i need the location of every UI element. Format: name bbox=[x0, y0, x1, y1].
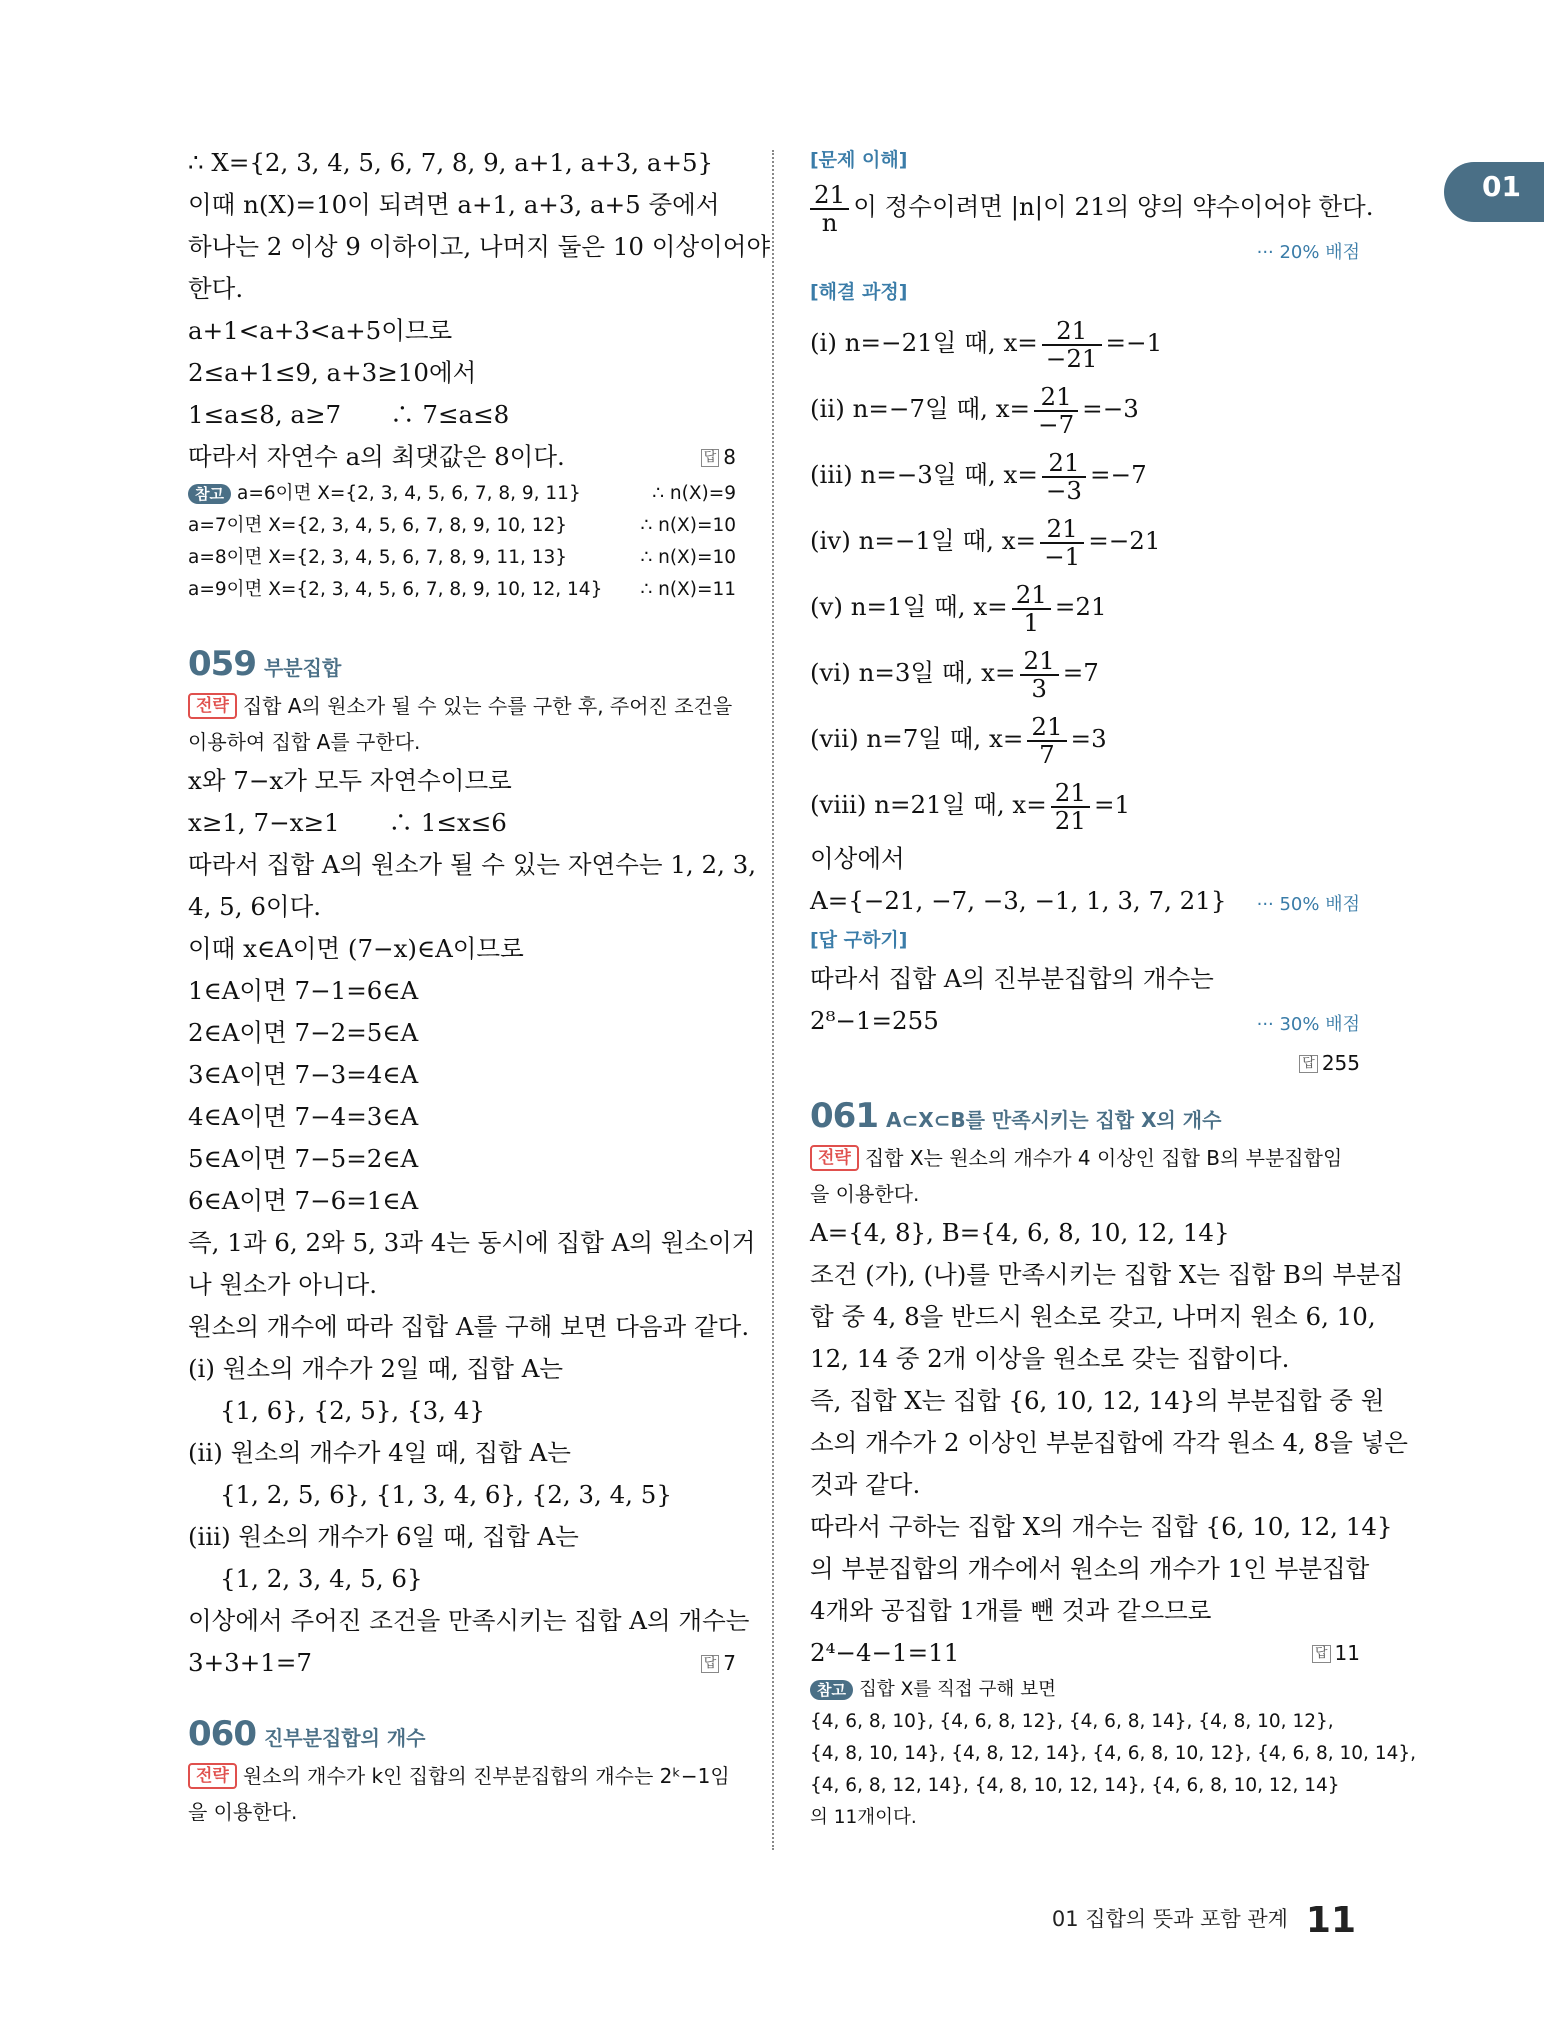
text-line: (ⅰ) 원소의 개수가 2일 때, 집합 A는 bbox=[188, 1354, 564, 1383]
problem-header bbox=[188, 1710, 736, 1758]
text-line: 나 원소가 아니다. bbox=[188, 1270, 378, 1299]
note-right: ∴ n(X)=10 bbox=[640, 547, 736, 568]
understand-line bbox=[810, 178, 1374, 237]
problem-number: 060 bbox=[188, 1714, 256, 1754]
fraction-denominator: −1 bbox=[1044, 541, 1081, 571]
fraction-numerator: 21 bbox=[1042, 318, 1102, 346]
text-line: x와 7−x가 모두 자연수이므로 bbox=[188, 766, 512, 795]
fraction bbox=[810, 179, 849, 237]
answer-mark bbox=[701, 436, 736, 478]
conclusion-text: 2⁴−4−1=11 bbox=[810, 1638, 960, 1667]
case-row bbox=[810, 772, 1360, 838]
score-label: ··· 50% 배점 bbox=[1256, 894, 1360, 915]
score-label: ··· 30% 배점 bbox=[1256, 1014, 1360, 1035]
text-line: 2≤a+1≤9, a+3≥10에서 bbox=[188, 358, 477, 387]
fraction-denominator: n bbox=[821, 207, 838, 237]
case-row bbox=[810, 640, 1360, 706]
section-label: [해결 과정] bbox=[810, 281, 908, 303]
text-line bbox=[810, 1632, 1360, 1674]
page-number: 11 bbox=[1305, 1900, 1356, 1941]
tip-text: 집합 A의 원소가 될 수 있는 수를 구한 후, 주어진 조건을 bbox=[242, 694, 733, 718]
strategy-badge: 전략 bbox=[188, 693, 237, 719]
fraction bbox=[1051, 777, 1090, 835]
section-label: [답 구하기] bbox=[810, 929, 908, 951]
fraction bbox=[1012, 579, 1051, 637]
text-line: 12, 14 중 2개 이상을 원소로 갖는 집합이다. bbox=[810, 1344, 1290, 1373]
text-line: a+1<a+3<a+5이므로 bbox=[188, 316, 453, 345]
tip-text: 집합 X는 원소의 개수가 4 이상인 집합 B의 부분집합임 bbox=[864, 1146, 1343, 1170]
problem-number: 059 bbox=[188, 644, 256, 684]
text-line: 1≤a≤8, a≥7 ∴ 7≤a≤8 bbox=[188, 400, 510, 429]
fraction-denominator: −7 bbox=[1038, 409, 1075, 439]
case-row bbox=[810, 706, 1360, 772]
case-prefix: (ⅳ) n=−1일 때, x= bbox=[810, 526, 1037, 555]
text-line: A={4, 8}, B={4, 6, 8, 10, 12, 14} bbox=[810, 1218, 1230, 1247]
fraction bbox=[1040, 513, 1084, 571]
note-left: a=9이면 X={2, 3, 4, 5, 6, 7, 8, 9, 10, 12, 14} bbox=[188, 579, 603, 600]
reference-note: {4, 8, 10, 14}, {4, 8, 12, 14}, {4, 6, 8, 10, 12}, {4, 6, 8, 10, 14}, bbox=[810, 1743, 1417, 1764]
reference-note: {4, 6, 8, 10}, {4, 6, 8, 12}, {4, 6, 8, 14}, {4, 8, 10, 12}, bbox=[810, 1711, 1334, 1732]
conclusion-text: 3+3+1=7 bbox=[188, 1648, 312, 1677]
calc-result: 2⁸−1=255 bbox=[810, 1006, 939, 1035]
strategy-badge: 전략 bbox=[810, 1145, 859, 1171]
fraction-denominator: −3 bbox=[1045, 475, 1083, 505]
conclusion-text: 따라서 자연수 a의 최댓값은 8이다. bbox=[188, 442, 565, 471]
tip-text: 원소의 개수가 k인 집합의 진부분집합의 개수는 2ᵏ−1임 bbox=[242, 1764, 730, 1788]
text-line: 즉, 집합 X는 집합 {6, 10, 12, 14}의 부분집합 중 원 bbox=[810, 1386, 1385, 1415]
text-line: 4∈A이면 7−4=3∈A bbox=[188, 1102, 419, 1131]
problem-title: A⊂X⊂B를 만족시키는 집합 X의 개수 bbox=[885, 1108, 1222, 1132]
case-prefix: (ⅱ) n=−7일 때, x= bbox=[810, 394, 1031, 423]
case-result: =−3 bbox=[1082, 394, 1139, 423]
case-prefix: (ⅵ) n=3일 때, x= bbox=[810, 658, 1016, 687]
reference-note: 의 11개이다. bbox=[810, 1807, 917, 1828]
case-result: =−1 bbox=[1105, 328, 1163, 357]
case-row bbox=[810, 310, 1360, 376]
case-result: =21 bbox=[1054, 592, 1107, 621]
reference-badge: 참고 bbox=[188, 484, 231, 504]
text-line: 것과 같다. bbox=[810, 1470, 921, 1499]
fraction-numerator: 21 bbox=[1034, 384, 1078, 412]
reference-note bbox=[810, 1674, 1360, 1706]
reference-note: {4, 6, 8, 12, 14}, {4, 8, 10, 12, 14}, {4, 6, 8, 10, 12, 14} bbox=[810, 1775, 1340, 1796]
answer-value: 255 bbox=[1321, 1051, 1360, 1075]
text-line: (ⅲ) 원소의 개수가 6일 때, 집합 A는 bbox=[188, 1522, 579, 1551]
chapter-tab bbox=[1444, 162, 1544, 222]
note-left: a=8이면 X={2, 3, 4, 5, 6, 7, 8, 9, 11, 13} bbox=[188, 547, 568, 568]
answer-icon: 답 bbox=[701, 1655, 720, 1673]
note-left: a=6이면 X={2, 3, 4, 5, 6, 7, 8, 9, 11} bbox=[236, 483, 581, 504]
answer-icon: 답 bbox=[1312, 1645, 1331, 1663]
section-label: [문제 이해] bbox=[810, 149, 908, 171]
answer-mark bbox=[701, 1642, 736, 1684]
text-line: (ⅱ) 원소의 개수가 4일 때, 집합 A는 bbox=[188, 1438, 571, 1467]
answer-value: 7 bbox=[723, 1651, 736, 1675]
text-line: 하나는 2 이상 9 이하이고, 나머지 둘은 10 이상이어야 bbox=[188, 232, 771, 261]
text-line: {1, 6}, {2, 5}, {3, 4} bbox=[220, 1396, 485, 1425]
fraction bbox=[1042, 315, 1102, 373]
note-right: ∴ n(X)=11 bbox=[640, 579, 736, 600]
page-footer bbox=[1052, 1900, 1356, 1941]
case-prefix: (ⅶ) n=7일 때, x= bbox=[810, 724, 1024, 753]
case-result: =1 bbox=[1093, 790, 1131, 819]
text-line bbox=[188, 1642, 736, 1684]
case-row bbox=[810, 574, 1360, 640]
fraction-denominator: 3 bbox=[1031, 673, 1047, 703]
problem-number: 061 bbox=[810, 1096, 878, 1136]
tip-text: 을 이용한다. bbox=[810, 1182, 920, 1206]
right-column bbox=[810, 142, 1417, 1834]
note-right: ∴ n(X)=10 bbox=[640, 515, 736, 536]
set-result: A={−21, −7, −3, −1, 1, 3, 7, 21} bbox=[810, 886, 1227, 915]
text-line: x≥1, 7−x≥1 ∴ 1≤x≤6 bbox=[188, 808, 507, 837]
fraction bbox=[1027, 711, 1066, 769]
problem-title: 진부분집합의 개수 bbox=[263, 1726, 426, 1750]
text-line: 이상에서 bbox=[810, 844, 905, 873]
note-left: a=7이면 X={2, 3, 4, 5, 6, 7, 8, 9, 10, 12} bbox=[188, 515, 568, 536]
fraction-numerator: 21 bbox=[1051, 780, 1090, 808]
text-line: 합 중 4, 8을 반드시 원소로 갖고, 나머지 원소 6, 10, bbox=[810, 1302, 1376, 1331]
text-line: 이때 n(X)=10이 되려면 a+1, a+3, a+5 중에서 bbox=[188, 190, 720, 219]
fraction bbox=[1034, 381, 1078, 439]
case-prefix: (ⅲ) n=−3일 때, x= bbox=[810, 460, 1038, 489]
solution-058 bbox=[188, 142, 771, 606]
text-line: 의 부분집합의 개수에서 원소의 개수가 1인 부분집합 bbox=[810, 1554, 1370, 1583]
strategy-badge: 전략 bbox=[188, 1763, 237, 1789]
note-right: ∴ n(X)=9 bbox=[652, 483, 736, 504]
case-result: =−21 bbox=[1088, 526, 1161, 555]
note-text: 집합 X를 직접 구해 보면 bbox=[858, 1679, 1057, 1700]
fraction bbox=[1042, 447, 1086, 505]
case-row bbox=[810, 376, 1360, 442]
case-row bbox=[810, 508, 1360, 574]
case-row bbox=[810, 442, 1360, 508]
text-line: 2∈A이면 7−2=5∈A bbox=[188, 1018, 419, 1047]
reference-note bbox=[188, 510, 736, 542]
understand-text: 이 정수이려면 |n|이 21의 양의 약수이어야 한다. bbox=[853, 192, 1374, 221]
text-line: 6∈A이면 7−6=1∈A bbox=[188, 1186, 419, 1215]
fraction-denominator: 1 bbox=[1023, 607, 1040, 637]
column-divider bbox=[772, 150, 774, 1850]
answer-icon: 답 bbox=[701, 449, 720, 467]
text-line: 소의 개수가 2 이상인 부분집합에 각각 원소 4, 8을 넣은 bbox=[810, 1428, 1408, 1457]
text-line: 즉, 1과 6, 2와 5, 3과 4는 동시에 집합 A의 원소이거 bbox=[188, 1228, 756, 1257]
score-label: ··· 20% 배점 bbox=[1256, 242, 1360, 263]
text-line: 1∈A이면 7−1=6∈A bbox=[188, 976, 419, 1005]
text-line: 이때 x∈A이면 (7−x)∈A이므로 bbox=[188, 934, 524, 963]
strategy-tip bbox=[188, 1758, 736, 1794]
case-prefix: (ⅴ) n=1일 때, x= bbox=[810, 592, 1008, 621]
problem-title: 부분집합 bbox=[263, 656, 342, 680]
answer-icon: 답 bbox=[1299, 1055, 1318, 1073]
answer-mark bbox=[1299, 1042, 1360, 1084]
answer-value: 11 bbox=[1334, 1641, 1360, 1665]
fraction-numerator: 21 bbox=[1020, 648, 1059, 676]
fraction-numerator: 21 bbox=[1040, 516, 1084, 544]
fraction-numerator: 21 bbox=[1027, 714, 1066, 742]
text-line bbox=[810, 880, 1360, 922]
tip-text: 이용하여 집합 A를 구한다. bbox=[188, 730, 421, 754]
text-line: 한다. bbox=[188, 274, 244, 303]
reference-note bbox=[188, 542, 736, 574]
strategy-tip bbox=[188, 688, 736, 724]
reference-note bbox=[188, 574, 736, 606]
fraction-numerator: 21 bbox=[810, 182, 849, 210]
text-line: {1, 2, 3, 4, 5, 6} bbox=[220, 1564, 423, 1593]
fraction bbox=[1020, 645, 1059, 703]
fraction-denominator: 7 bbox=[1039, 739, 1055, 769]
problem-060 bbox=[188, 1710, 736, 1830]
problem-header bbox=[188, 640, 736, 688]
text-line bbox=[188, 436, 736, 478]
reference-badge: 참고 bbox=[810, 1680, 853, 1700]
reference-note bbox=[188, 478, 736, 510]
fraction-denominator: −21 bbox=[1045, 343, 1098, 373]
fraction-numerator: 21 bbox=[1042, 450, 1086, 478]
case-result: =−7 bbox=[1090, 460, 1147, 489]
text-line: 5∈A이면 7−5=2∈A bbox=[188, 1144, 419, 1173]
text-line bbox=[810, 1000, 1360, 1042]
text-line: 3∈A이면 7−3=4∈A bbox=[188, 1060, 419, 1089]
problem-061 bbox=[810, 1092, 1417, 1834]
problem-header bbox=[810, 1092, 1360, 1140]
text-line: 4, 5, 6이다. bbox=[188, 892, 322, 921]
left-column bbox=[188, 142, 771, 1830]
answer-mark bbox=[1312, 1632, 1360, 1674]
text-line: 따라서 집합 A의 진부분집합의 개수는 bbox=[810, 964, 1214, 993]
strategy-tip bbox=[810, 1140, 1360, 1176]
case-result: =3 bbox=[1070, 724, 1107, 753]
case-prefix: (ⅰ) n=−21일 때, x= bbox=[810, 328, 1038, 357]
text-line: 따라서 구하는 집합 X의 개수는 집합 {6, 10, 12, 14} bbox=[810, 1512, 1393, 1541]
text-line: 조건 (가), (나)를 만족시키는 집합 X는 집합 B의 부분집 bbox=[810, 1260, 1404, 1289]
text-line: {1, 2, 5, 6}, {1, 3, 4, 6}, {2, 3, 4, 5} bbox=[220, 1480, 672, 1509]
score-line bbox=[810, 236, 1360, 270]
text-line: 원소의 개수에 따라 집합 A를 구해 보면 다음과 같다. bbox=[188, 1312, 750, 1341]
problem-059 bbox=[188, 640, 757, 1684]
answer-value: 8 bbox=[723, 445, 736, 469]
text-line: ∴ X={2, 3, 4, 5, 6, 7, 8, 9, a+1, a+3, a+5} bbox=[188, 148, 714, 177]
case-result: =7 bbox=[1062, 658, 1099, 687]
chapter-title: 01 집합의 뜻과 포함 관계 bbox=[1051, 1907, 1288, 1931]
text-line: 4개와 공집합 1개를 뺀 것과 같으므로 bbox=[810, 1596, 1212, 1625]
case-prefix: (ⅷ) n=21일 때, x= bbox=[810, 790, 1047, 819]
text-line: 이상에서 주어진 조건을 만족시키는 집합 A의 개수는 bbox=[188, 1606, 750, 1635]
chapter-tab-label: 01 bbox=[1482, 170, 1521, 203]
answer-line bbox=[810, 1042, 1360, 1084]
text-line: 따라서 집합 A의 원소가 될 수 있는 자연수는 1, 2, 3, bbox=[188, 850, 757, 879]
tip-text: 을 이용한다. bbox=[188, 1800, 298, 1824]
fraction-numerator: 21 bbox=[1012, 582, 1051, 610]
fraction-denominator: 21 bbox=[1054, 805, 1086, 835]
